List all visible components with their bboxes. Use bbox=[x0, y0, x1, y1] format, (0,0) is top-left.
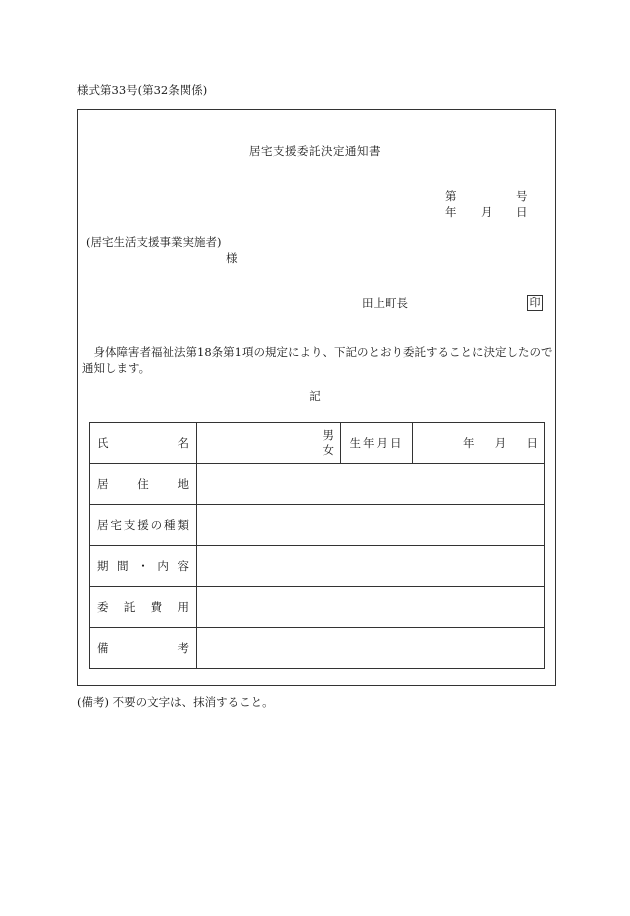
note-heading: 記 bbox=[309, 389, 321, 403]
period-content-row bbox=[90, 546, 545, 587]
birth-day-label: 日 bbox=[526, 436, 538, 450]
birth-date-label: 生年月日 bbox=[341, 423, 413, 464]
document-number-prefix: 第 bbox=[445, 189, 457, 203]
label-char: 種 bbox=[164, 518, 176, 532]
label-char: 住 bbox=[137, 477, 149, 491]
label-char: 間 bbox=[117, 559, 129, 573]
label-char: 類 bbox=[177, 518, 189, 532]
label-char: 費 bbox=[150, 600, 163, 614]
footnote-remark: (備考) 不要の文字は、抹消すること。 bbox=[77, 695, 274, 709]
label-char: 地 bbox=[177, 477, 189, 491]
notes-row bbox=[90, 628, 545, 669]
address-row bbox=[90, 464, 545, 505]
gender-cell[interactable] bbox=[197, 423, 341, 464]
label-char: 内 bbox=[157, 559, 169, 573]
period-content-label bbox=[90, 558, 196, 574]
label-char: の bbox=[150, 518, 163, 532]
label-char: 支 bbox=[123, 518, 136, 532]
date-month-label: 月 bbox=[481, 205, 493, 219]
date-year-label: 年 bbox=[445, 205, 457, 219]
label-char: 居 bbox=[97, 518, 109, 532]
name-label-char: 氏 bbox=[97, 436, 109, 450]
address-label bbox=[90, 476, 196, 492]
notes-label bbox=[90, 640, 196, 656]
label-char: ・ bbox=[137, 559, 149, 573]
document-title: 居宅支援委託決定通知書 bbox=[249, 144, 381, 158]
label-char: 備 bbox=[97, 641, 109, 655]
birth-date-cell[interactable] bbox=[413, 423, 545, 464]
label-char: 援 bbox=[137, 518, 149, 532]
label-char: 期 bbox=[97, 559, 109, 573]
body-text: 身体障害者福祉法第18条第1項の規定により、下記のとおり委託することに決定したので通知します。 bbox=[82, 345, 553, 375]
name-label-cell bbox=[90, 423, 197, 464]
notes-value-cell[interactable] bbox=[197, 628, 545, 669]
fee-label bbox=[90, 599, 196, 615]
fee-value-cell[interactable] bbox=[197, 587, 545, 628]
support-type-label bbox=[90, 517, 196, 533]
birth-year-label: 年 bbox=[463, 436, 475, 450]
address-value-cell[interactable] bbox=[197, 464, 545, 505]
label-char: 委 bbox=[97, 600, 109, 614]
label-char: 考 bbox=[177, 641, 189, 655]
gender-male[interactable]: 男 bbox=[322, 428, 334, 442]
details-table bbox=[89, 422, 545, 669]
seal-mark: 印 bbox=[527, 295, 543, 311]
recipient-honorific: 様 bbox=[226, 251, 238, 265]
period-content-value-cell[interactable] bbox=[197, 546, 545, 587]
label-char: 居 bbox=[97, 477, 109, 491]
name-row bbox=[90, 423, 545, 464]
label-char: 容 bbox=[177, 559, 189, 573]
issuer: 田上町長 bbox=[362, 296, 408, 310]
fee-row bbox=[90, 587, 545, 628]
birth-month-label: 月 bbox=[494, 436, 507, 450]
support-type-value-cell[interactable] bbox=[197, 505, 545, 546]
document-number-suffix: 号 bbox=[516, 189, 528, 203]
form-number: 様式第33号(第32条関係) bbox=[77, 83, 208, 97]
label-char: 託 bbox=[123, 600, 136, 614]
support-type-row bbox=[90, 505, 545, 546]
gender-female[interactable]: 女 bbox=[322, 443, 334, 457]
name-label-char: 名 bbox=[177, 436, 189, 450]
label-char: 宅 bbox=[110, 518, 122, 532]
date-day-label: 日 bbox=[516, 205, 528, 219]
label-char: 用 bbox=[177, 600, 189, 614]
recipient: (居宅生活支援事業実施者) bbox=[86, 235, 222, 249]
